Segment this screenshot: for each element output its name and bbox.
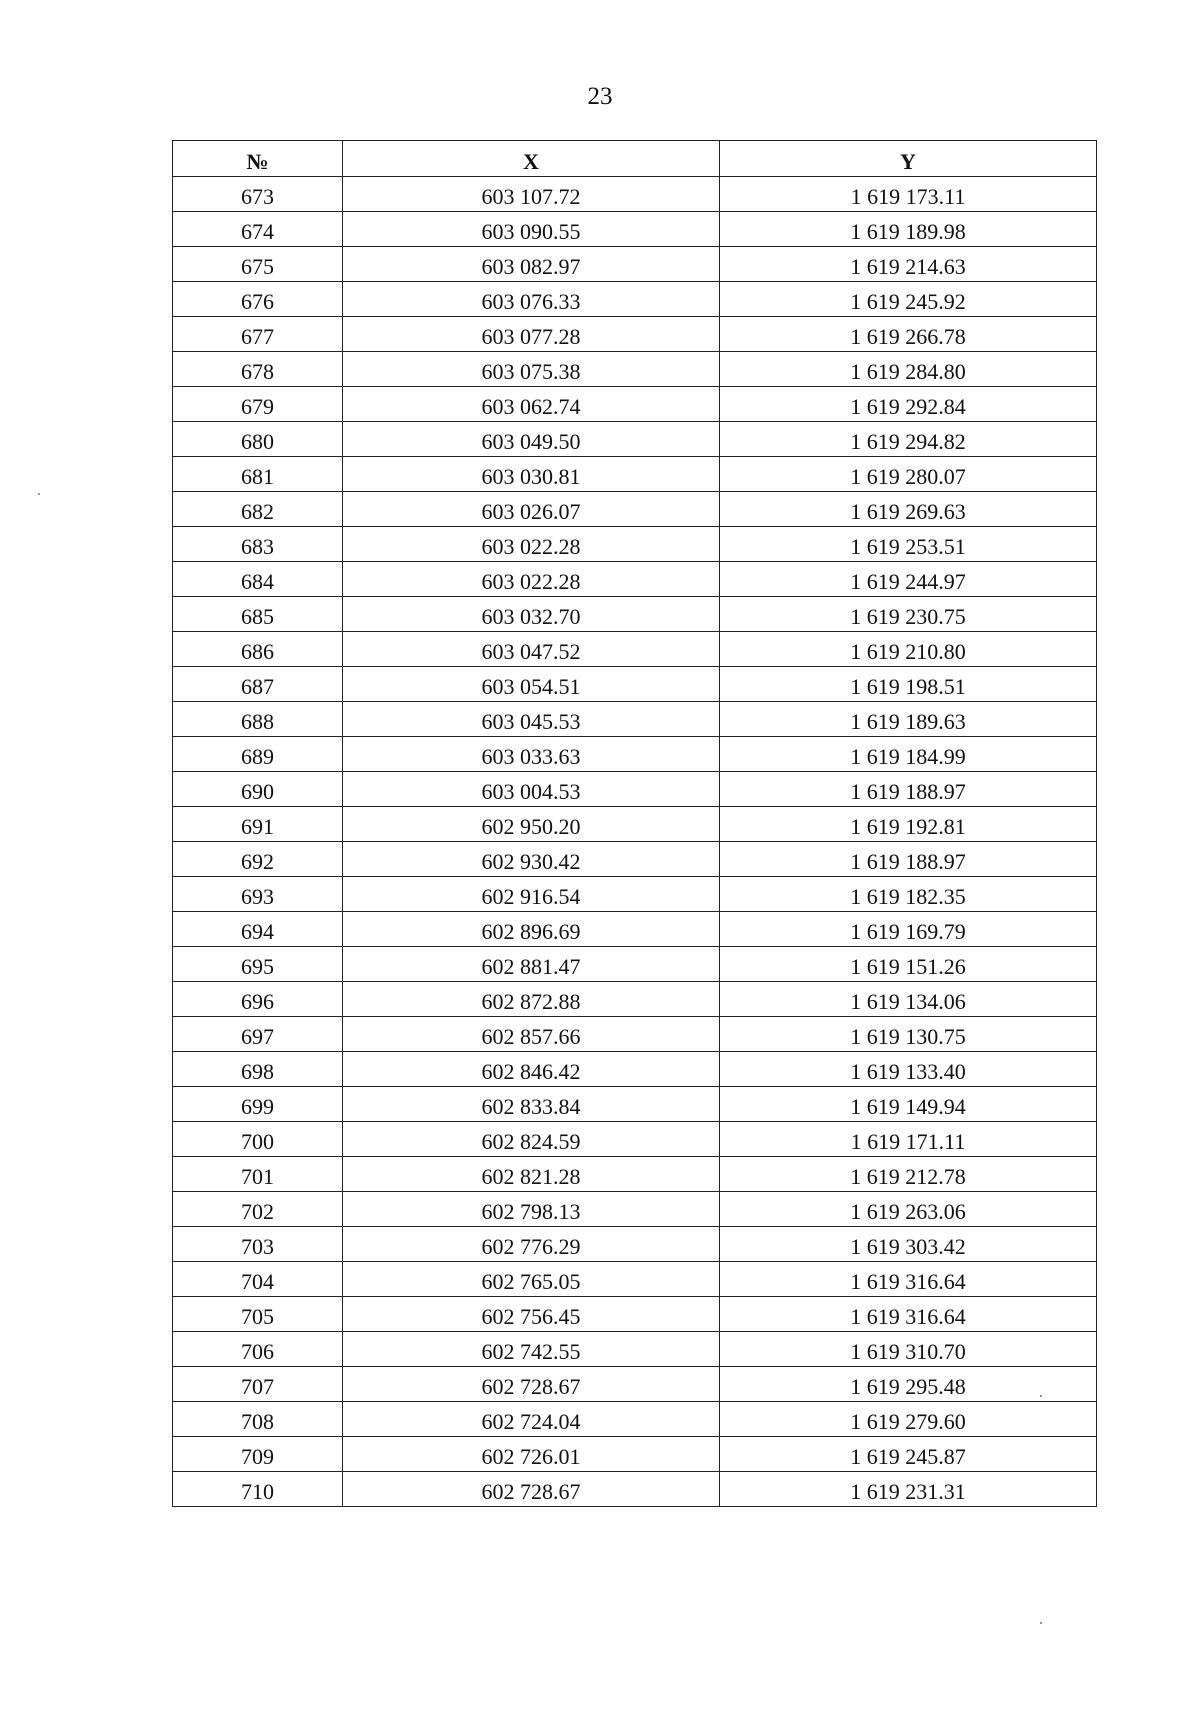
cell-y: 1 619 210.80: [720, 632, 1097, 667]
cell-number: 709: [173, 1437, 343, 1472]
cell-x: 602 821.28: [343, 1157, 720, 1192]
cell-number: 683: [173, 527, 343, 562]
cell-x: 602 728.67: [343, 1472, 720, 1507]
cell-number: 688: [173, 702, 343, 737]
cell-number: 702: [173, 1192, 343, 1227]
cell-x: 603 075.38: [343, 352, 720, 387]
cell-number: 692: [173, 842, 343, 877]
cell-number: 703: [173, 1227, 343, 1262]
cell-number: 673: [173, 177, 343, 212]
cell-x: 603 076.33: [343, 282, 720, 317]
cell-y: 1 619 192.81: [720, 807, 1097, 842]
cell-number: 700: [173, 1122, 343, 1157]
cell-y: 1 619 316.64: [720, 1297, 1097, 1332]
scan-speck: [1040, 1622, 1042, 1624]
cell-number: 695: [173, 947, 343, 982]
table-row: [173, 1332, 1097, 1367]
cell-y: 1 619 231.31: [720, 1472, 1097, 1507]
cell-y: 1 619 188.97: [720, 772, 1097, 807]
cell-x: 603 082.97: [343, 247, 720, 282]
cell-number: 699: [173, 1087, 343, 1122]
table-row: [173, 212, 1097, 247]
cell-y: 1 619 244.97: [720, 562, 1097, 597]
table-row: [173, 842, 1097, 877]
cell-x: 603 049.50: [343, 422, 720, 457]
table-row: [173, 282, 1097, 317]
table-row: [173, 632, 1097, 667]
header-y: Y: [720, 141, 1097, 177]
table-header-row: [173, 141, 1097, 177]
cell-x: 602 776.29: [343, 1227, 720, 1262]
cell-y: 1 619 253.51: [720, 527, 1097, 562]
table-row: [173, 317, 1097, 352]
table-row: [173, 1367, 1097, 1402]
cell-number: 704: [173, 1262, 343, 1297]
table-row: [173, 947, 1097, 982]
page-number: 23: [587, 83, 613, 110]
cell-number: 685: [173, 597, 343, 632]
cell-x: 602 833.84: [343, 1087, 720, 1122]
cell-y: 1 619 189.63: [720, 702, 1097, 737]
cell-x: 602 896.69: [343, 912, 720, 947]
cell-number: 681: [173, 457, 343, 492]
cell-y: 1 619 182.35: [720, 877, 1097, 912]
cell-number: 686: [173, 632, 343, 667]
scan-speck: [1040, 1395, 1042, 1397]
cell-y: 1 619 280.07: [720, 457, 1097, 492]
cell-y: 1 619 173.11: [720, 177, 1097, 212]
cell-y: 1 619 214.63: [720, 247, 1097, 282]
cell-number: 694: [173, 912, 343, 947]
table-row: [173, 772, 1097, 807]
cell-y: 1 619 303.42: [720, 1227, 1097, 1262]
cell-x: 602 950.20: [343, 807, 720, 842]
cell-y: 1 619 245.92: [720, 282, 1097, 317]
cell-x: 603 062.74: [343, 387, 720, 422]
cell-y: 1 619 263.06: [720, 1192, 1097, 1227]
table-row: [173, 807, 1097, 842]
table-row: [173, 247, 1097, 282]
cell-y: 1 619 169.79: [720, 912, 1097, 947]
cell-x: 603 030.81: [343, 457, 720, 492]
table-row: [173, 527, 1097, 562]
table-row: [173, 1262, 1097, 1297]
table-row: [173, 737, 1097, 772]
cell-number: 687: [173, 667, 343, 702]
cell-number: 705: [173, 1297, 343, 1332]
cell-y: 1 619 151.26: [720, 947, 1097, 982]
table-row: [173, 702, 1097, 737]
table-row: [173, 1017, 1097, 1052]
cell-x: 603 004.53: [343, 772, 720, 807]
cell-number: 693: [173, 877, 343, 912]
cell-x: 603 022.28: [343, 562, 720, 597]
cell-x: 602 765.05: [343, 1262, 720, 1297]
cell-x: 603 026.07: [343, 492, 720, 527]
cell-number: 678: [173, 352, 343, 387]
cell-y: 1 619 266.78: [720, 317, 1097, 352]
cell-x: 603 077.28: [343, 317, 720, 352]
cell-y: 1 619 279.60: [720, 1402, 1097, 1437]
table-row: [173, 1087, 1097, 1122]
table-row: [173, 1122, 1097, 1157]
cell-x: 602 872.88: [343, 982, 720, 1017]
cell-number: 680: [173, 422, 343, 457]
table-row: [173, 1157, 1097, 1192]
table-row: [173, 1297, 1097, 1332]
cell-number: 684: [173, 562, 343, 597]
cell-number: 674: [173, 212, 343, 247]
table-row: [173, 1052, 1097, 1087]
cell-y: 1 619 184.99: [720, 737, 1097, 772]
header-number: №: [173, 141, 343, 177]
cell-number: 677: [173, 317, 343, 352]
cell-x: 603 022.28: [343, 527, 720, 562]
table-row: [173, 1402, 1097, 1437]
cell-y: 1 619 188.97: [720, 842, 1097, 877]
cell-x: 602 846.42: [343, 1052, 720, 1087]
cell-x: 603 054.51: [343, 667, 720, 702]
cell-y: 1 619 310.70: [720, 1332, 1097, 1367]
cell-number: 698: [173, 1052, 343, 1087]
cell-y: 1 619 294.82: [720, 422, 1097, 457]
table-body: [173, 177, 1097, 1507]
table-row: [173, 912, 1097, 947]
cell-y: 1 619 149.94: [720, 1087, 1097, 1122]
cell-x: 602 916.54: [343, 877, 720, 912]
cell-x: 603 047.52: [343, 632, 720, 667]
cell-y: 1 619 212.78: [720, 1157, 1097, 1192]
cell-y: 1 619 189.98: [720, 212, 1097, 247]
table-row: [173, 352, 1097, 387]
table-row: [173, 492, 1097, 527]
table-row: [173, 422, 1097, 457]
cell-y: 1 619 130.75: [720, 1017, 1097, 1052]
cell-number: 701: [173, 1157, 343, 1192]
table-row: [173, 667, 1097, 702]
cell-number: 697: [173, 1017, 343, 1052]
cell-x: 603 033.63: [343, 737, 720, 772]
cell-x: 602 726.01: [343, 1437, 720, 1472]
cell-number: 691: [173, 807, 343, 842]
table-row: [173, 982, 1097, 1017]
cell-x: 602 930.42: [343, 842, 720, 877]
cell-y: 1 619 245.87: [720, 1437, 1097, 1472]
cell-number: 682: [173, 492, 343, 527]
cell-y: 1 619 292.84: [720, 387, 1097, 422]
cell-y: 1 619 316.64: [720, 1262, 1097, 1297]
cell-number: 707: [173, 1367, 343, 1402]
cell-number: 676: [173, 282, 343, 317]
cell-x: 602 824.59: [343, 1122, 720, 1157]
table-row: [173, 562, 1097, 597]
cell-number: 690: [173, 772, 343, 807]
cell-x: 602 756.45: [343, 1297, 720, 1332]
cell-x: 603 032.70: [343, 597, 720, 632]
scan-speck: [38, 493, 40, 495]
cell-x: 602 798.13: [343, 1192, 720, 1227]
cell-x: 603 090.55: [343, 212, 720, 247]
cell-number: 679: [173, 387, 343, 422]
table-row: [173, 1192, 1097, 1227]
table-row: [173, 387, 1097, 422]
cell-y: 1 619 295.48: [720, 1367, 1097, 1402]
cell-number: 689: [173, 737, 343, 772]
cell-y: 1 619 134.06: [720, 982, 1097, 1017]
cell-y: 1 619 171.11: [720, 1122, 1097, 1157]
coordinates-table: [172, 140, 1097, 1507]
cell-x: 603 045.53: [343, 702, 720, 737]
cell-y: 1 619 284.80: [720, 352, 1097, 387]
cell-number: 708: [173, 1402, 343, 1437]
cell-y: 1 619 269.63: [720, 492, 1097, 527]
cell-x: 602 742.55: [343, 1332, 720, 1367]
table-row: [173, 457, 1097, 492]
header-x: X: [343, 141, 720, 177]
table-row: [173, 877, 1097, 912]
cell-number: 696: [173, 982, 343, 1017]
cell-number: 706: [173, 1332, 343, 1367]
cell-number: 675: [173, 247, 343, 282]
cell-x: 602 881.47: [343, 947, 720, 982]
cell-x: 602 728.67: [343, 1367, 720, 1402]
table-row: [173, 1472, 1097, 1507]
cell-x: 603 107.72: [343, 177, 720, 212]
cell-number: 710: [173, 1472, 343, 1507]
cell-y: 1 619 198.51: [720, 667, 1097, 702]
cell-x: 602 857.66: [343, 1017, 720, 1052]
cell-y: 1 619 133.40: [720, 1052, 1097, 1087]
cell-x: 602 724.04: [343, 1402, 720, 1437]
table-row: [173, 1437, 1097, 1472]
table-row: [173, 177, 1097, 212]
table-row: [173, 1227, 1097, 1262]
cell-y: 1 619 230.75: [720, 597, 1097, 632]
table-row: [173, 597, 1097, 632]
